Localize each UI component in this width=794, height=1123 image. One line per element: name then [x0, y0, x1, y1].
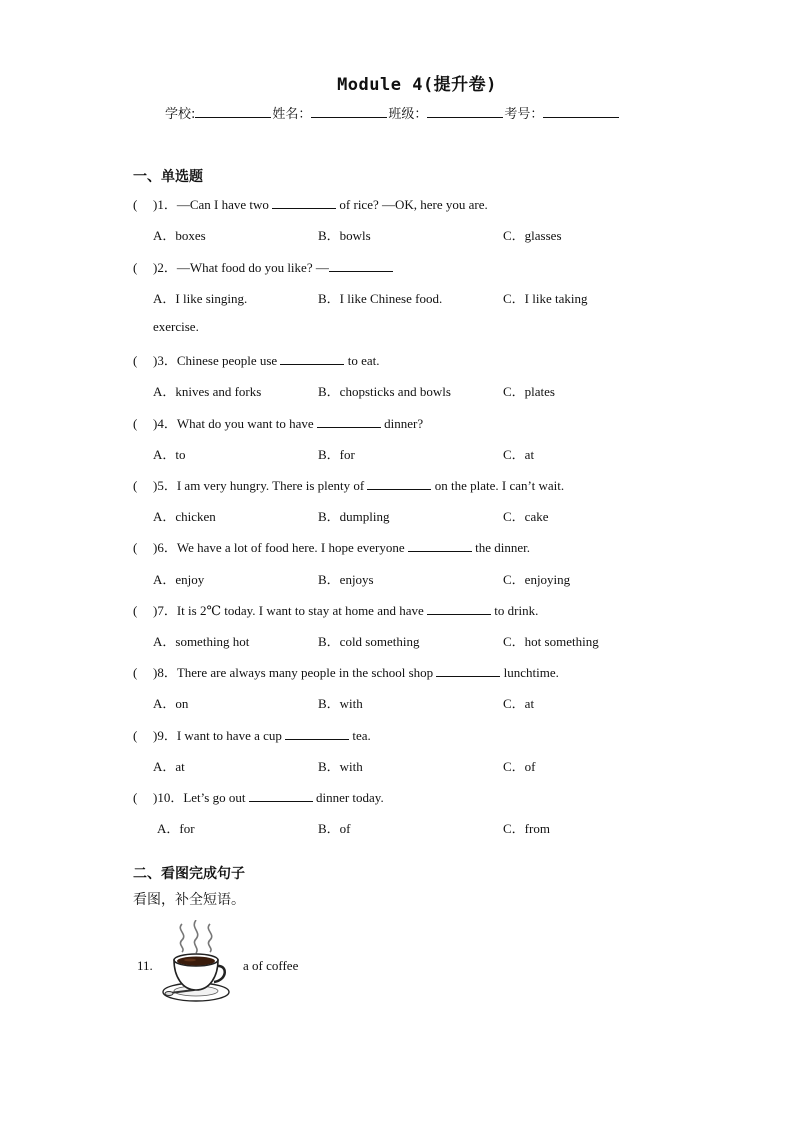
option-b[interactable]: B．with [318, 696, 363, 711]
name-blank[interactable] [311, 104, 387, 118]
coffee-cup-icon [160, 920, 232, 1004]
answer-blank[interactable] [285, 727, 349, 740]
school-blank[interactable] [195, 104, 271, 118]
option-c[interactable]: C．plates [503, 384, 555, 399]
question-text: lunchtime. [500, 665, 559, 680]
question-7 [133, 600, 538, 619]
class-label: 班级： [388, 107, 428, 122]
question-number: )5． [153, 478, 177, 493]
question-6 [133, 537, 530, 556]
option-c[interactable]: C．at [503, 447, 535, 462]
question-9 [133, 725, 371, 744]
option-a[interactable]: A．on [153, 696, 189, 711]
answer-blank[interactable] [272, 196, 336, 209]
question-text: the dinner. [471, 540, 531, 555]
option-b[interactable]: B．of [318, 821, 351, 836]
question-text: Chinese people use [176, 353, 281, 368]
option-c[interactable]: C．hot something [503, 634, 599, 649]
option-b[interactable]: B．chopsticks and bowls [318, 384, 451, 399]
section-2-instruction: 看图，补全短语。 [133, 892, 245, 908]
question-text: to eat. [344, 353, 380, 368]
answer-blank[interactable] [408, 539, 472, 552]
question-number: )2． [153, 260, 177, 275]
question-text: to drink. [491, 603, 539, 618]
option-c[interactable]: C．of [503, 759, 536, 774]
exam-no-blank[interactable] [543, 104, 619, 118]
question-text: dinner? [380, 416, 424, 431]
question-number: )8． [153, 665, 177, 680]
option-a[interactable]: A．something hot [153, 634, 250, 649]
page-title: Module 4(提升卷) [337, 75, 497, 95]
question-2 [133, 257, 393, 276]
question-number: )9． [153, 728, 177, 743]
option-a[interactable]: A．boxes [153, 228, 206, 243]
answer-paren[interactable]: ( [133, 260, 138, 275]
option-b[interactable]: B．I like Chinese food. [318, 291, 443, 306]
option-a[interactable]: A．I like singing. [153, 291, 248, 306]
option-a[interactable]: A．at [153, 759, 185, 774]
answer-paren[interactable]: ( [133, 603, 138, 618]
question-text: What do you want to have [176, 416, 317, 431]
question-text: of coffee [252, 958, 299, 973]
name-label: 姓名： [272, 107, 312, 122]
question-number: )6． [153, 540, 177, 555]
steam-line [208, 924, 211, 952]
answer-blank[interactable] [367, 477, 431, 490]
question-11-number: 11. [137, 958, 153, 973]
option-a[interactable]: A．to [153, 447, 186, 462]
option-c[interactable]: C．at [503, 696, 535, 711]
answer-blank[interactable] [329, 259, 393, 272]
question-1 [133, 194, 488, 213]
option-c[interactable]: C．I like taking [503, 291, 588, 306]
option-b[interactable]: B．enjoys [318, 572, 374, 587]
option-a[interactable]: A．chicken [153, 509, 216, 524]
question-text: —Can I have two [176, 197, 273, 212]
question-text: It is 2℃ today. I want to stay at home and have [176, 603, 428, 618]
question-number: )10． [153, 790, 184, 805]
class-blank[interactable] [427, 104, 503, 118]
question-10 [133, 787, 384, 806]
option-b[interactable]: B．bowls [318, 228, 371, 243]
option-b[interactable]: B．dumpling [318, 509, 390, 524]
question-text: dinner today. [312, 790, 384, 805]
option-b[interactable]: B．for [318, 447, 355, 462]
question-text: a [243, 958, 253, 973]
answer-blank[interactable] [436, 664, 500, 677]
question-text: of rice? —OK, here you are. [336, 197, 488, 212]
question-11 [243, 958, 298, 974]
question-text: tea. [349, 728, 371, 743]
question-text: There are always many people in the school shop [176, 665, 437, 680]
section-2-heading: 二、看图完成句子 [133, 866, 245, 882]
exam-no-label: 考号： [504, 107, 544, 122]
answer-paren[interactable]: ( [133, 790, 138, 805]
option-b[interactable]: B．cold something [318, 634, 420, 649]
option-a[interactable]: A．enjoy [153, 572, 205, 587]
school-label: 学校: [165, 107, 196, 122]
steam-line [194, 920, 197, 953]
option-c[interactable]: C．cake [503, 509, 549, 524]
question-3 [133, 350, 379, 369]
answer-paren[interactable]: ( [133, 478, 138, 493]
section-1-heading: 一、单选题 [133, 169, 203, 185]
steam-line [180, 924, 183, 952]
option-c-continued: exercise. [153, 319, 199, 334]
answer-blank[interactable] [427, 602, 491, 615]
option-c[interactable]: C．glasses [503, 228, 562, 243]
coffee-surface [177, 957, 215, 966]
answer-paren[interactable]: ( [133, 197, 138, 212]
student-info-line [165, 103, 620, 122]
question-text: on the plate. I can’t wait. [431, 478, 565, 493]
question-number: )3． [153, 353, 177, 368]
option-c[interactable]: C．from [503, 821, 550, 836]
question-text: We have a lot of food here. I hope everyone [176, 540, 408, 555]
answer-paren[interactable]: ( [133, 416, 138, 431]
question-text: I want to have a cup [176, 728, 286, 743]
question-number: )1． [153, 197, 177, 212]
option-c[interactable]: C．enjoying [503, 572, 571, 587]
question-number: )4． [153, 416, 177, 431]
answer-blank[interactable] [249, 789, 313, 802]
option-b[interactable]: B．with [318, 759, 363, 774]
question-8 [133, 662, 559, 681]
answer-paren[interactable]: ( [133, 728, 138, 743]
option-a[interactable]: A．for [157, 821, 195, 836]
answer-paren[interactable]: ( [133, 353, 138, 368]
question-text: Let’s go out [183, 790, 249, 805]
answer-paren[interactable]: ( [133, 665, 138, 680]
option-a[interactable]: A．knives and forks [153, 384, 262, 399]
question-number: )7． [153, 603, 177, 618]
question-text: I am very hungry. There is plenty of [176, 478, 368, 493]
answer-paren[interactable]: ( [133, 540, 138, 555]
answer-blank[interactable] [317, 415, 381, 428]
question-text: —What food do you like? — [176, 260, 329, 275]
question-4 [133, 413, 423, 432]
answer-blank[interactable] [280, 352, 344, 365]
question-5 [133, 475, 564, 494]
